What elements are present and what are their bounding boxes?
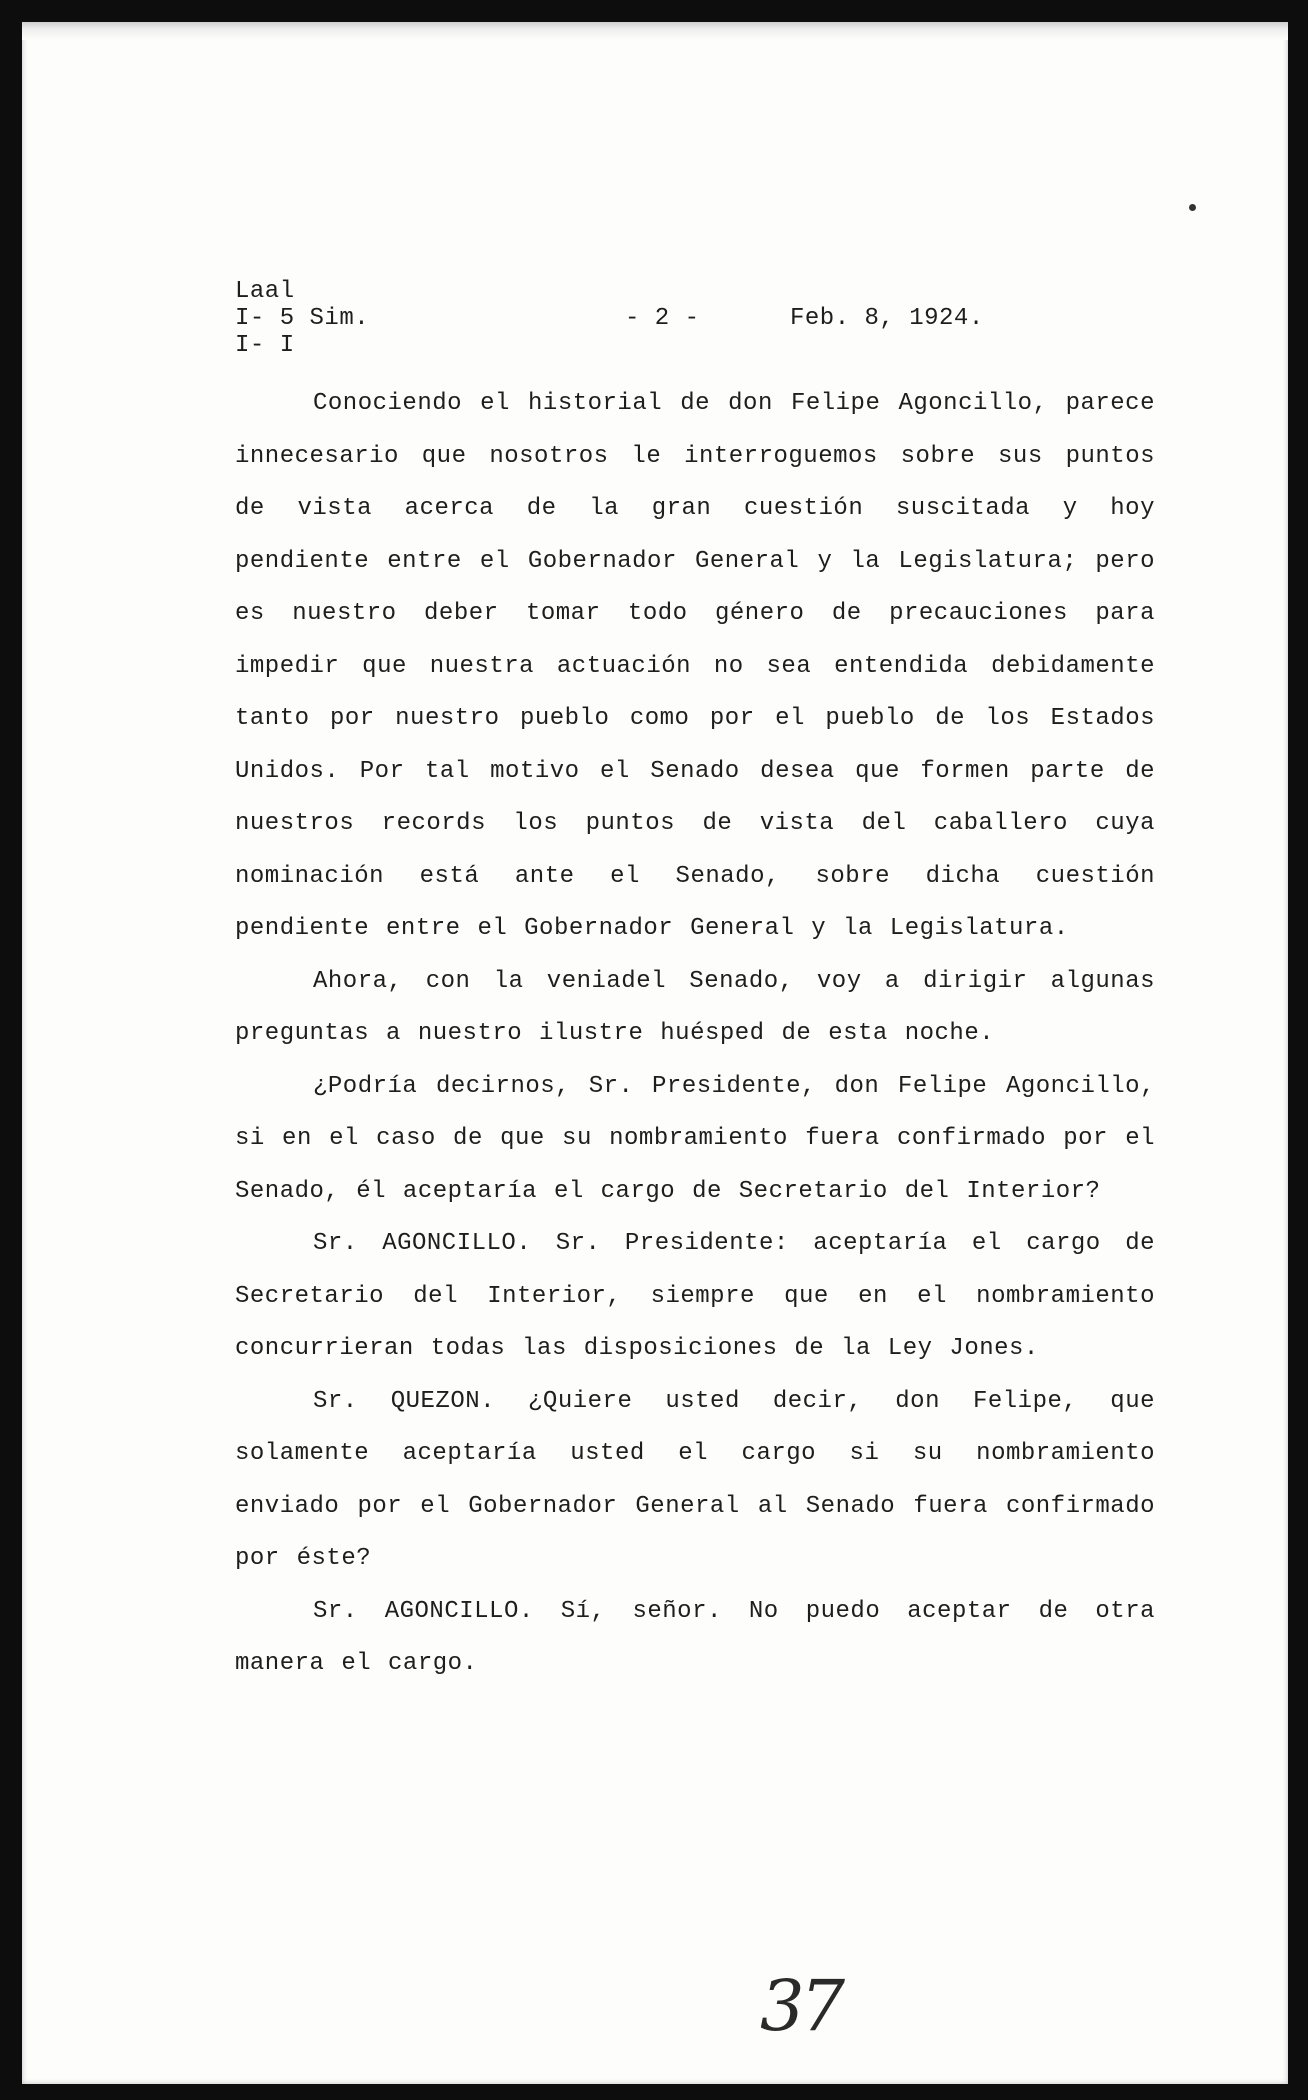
paragraph-answer-1: Sr. AGONCILLO. Sr. Presidente: aceptaría el cargo de Secretario del Interior, siempre que en el nombramiento concurrieran todas las disposiciones de la Ley Jones. [235, 1230, 1155, 1362]
ink-speck [1189, 204, 1196, 211]
paragraph-request: Ahora, con la veniadel Senado, voy a dirigir algunas preguntas a nuestro ilustre huésped de esta noche. [235, 967, 1155, 1047]
paragraph-question-1: ¿Podría decirnos, Sr. Presidente, don Felipe Agoncillo, si en el caso de que su nombramiento fuera confirmado por el Senado, él aceptaría el cargo de Secretario del Interior? [235, 1072, 1155, 1205]
document-body [235, 378, 1155, 1691]
document-header [235, 278, 1135, 359]
paragraph-intro: Conociendo el historial de don Felipe Agoncillo, parece innecesario que nosotros le interroguemos sobre sus puntos de vista acerca de la gran cuestión suscitada y hoy pendiente entre el Gobernador General y la Legislatura; pero es nuestro deber tomar todo género de precauciones para impedir que nuestra actuación no sea entendida debidamente tanto por nuestro pueblo como por el pueblo de los Estados Unidos. Por tal motivo el Senado desea que formen parte de nuestros records los puntos de vista del caballero cuya nominación está ante el Senado, sobre dicha cuestión pendiente entre el Gobernador General y la Legislatura. [235, 390, 1155, 942]
header-initials: Laal [235, 278, 295, 305]
paragraph-answer-2: Sr. AGONCILLO. Sí, señor. No puedo aceptar de otra manera el cargo. [235, 1597, 1155, 1677]
page-number: - 2 - [625, 305, 700, 332]
handwritten-folio-number: 37 [760, 1965, 842, 2047]
header-reference: I- 5 Sim. [235, 305, 370, 332]
header-row-1 [235, 278, 1135, 305]
document-date: Feb. 8, 1924. [790, 305, 984, 332]
paragraph-question-2: Sr. QUEZON. ¿Quiere usted decir, don Felipe, que solamente aceptaría usted el cargo si su nombramiento enviado por el Gobernador General al Senado fuera confirmado por éste? [235, 1387, 1155, 1572]
paper-top-edge [22, 22, 1288, 40]
header-row-3 [235, 332, 1135, 359]
header-row-2 [235, 305, 1135, 332]
header-code: I- I [235, 332, 295, 359]
